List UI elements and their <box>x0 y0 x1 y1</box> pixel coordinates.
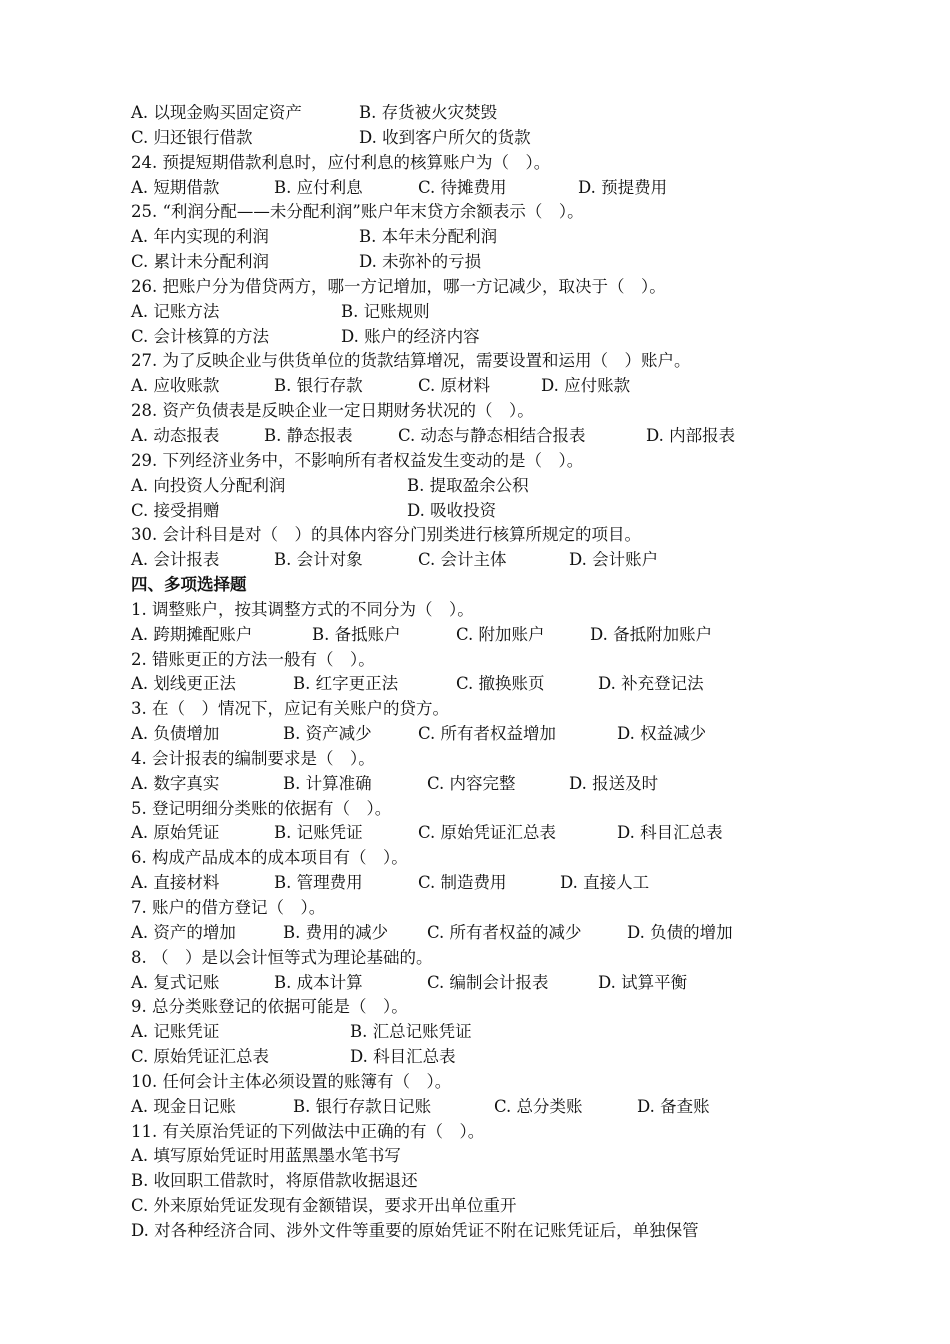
question-text: 3. 在（ ）情况下，应记有关账户的贷方。 <box>131 699 449 719</box>
answer-option: C. 原始凭证汇总表 <box>131 1047 270 1067</box>
answer-option: A. 短期借款 <box>131 177 220 197</box>
option-row <box>131 1045 831 1070</box>
question-text: 10. 任何会计主体必须设置的账簿有（ ）。 <box>131 1071 452 1091</box>
option-row <box>131 1020 831 1045</box>
question-text: 29. 下列经济业务中，不影响所有者权益发生变动的是（ ）。 <box>131 450 584 470</box>
answer-option: D. 负债的增加 <box>627 922 733 942</box>
option-row <box>131 623 831 648</box>
answer-option: C. 动态与静态相结合报表 <box>398 425 586 445</box>
answer-option: D. 预提费用 <box>578 177 668 197</box>
option-row <box>131 225 831 250</box>
answer-option: C. 总分类账 <box>494 1096 583 1116</box>
option-row <box>131 101 831 126</box>
answer-option: D. 权益减少 <box>617 724 707 744</box>
question-text: 9. 总分类账登记的依据可能是（ ）。 <box>131 997 408 1017</box>
question-text: 5. 登记明细分类账的依据有（ ）。 <box>131 798 392 818</box>
answer-option: B. 成本计算 <box>274 972 363 992</box>
question-text: 11. 有关原治凭证的下列做法中正确的有（ ）。 <box>131 1121 485 1141</box>
answer-option: D. 吸收投资 <box>407 500 497 520</box>
question-text: 7. 账户的借方登记（ ）。 <box>131 898 326 917</box>
answer-option: C. 附加账户 <box>456 624 545 644</box>
answer-option: C. 待摊费用 <box>418 177 507 197</box>
answer-option: A. 数字真实 <box>131 773 220 793</box>
question-text: C. 外来原始凭证发现有金额错误，要求开出单位重开 <box>131 1196 517 1216</box>
answer-option: B. 存货被火灾焚毁 <box>359 103 498 122</box>
answer-option: C. 内容完整 <box>427 773 516 793</box>
answer-option: C. 会计核算的方法 <box>131 326 270 346</box>
answer-option: A. 年内实现的利润 <box>131 227 269 247</box>
answer-option: C. 原材料 <box>418 376 491 396</box>
answer-option: B. 应付利息 <box>274 177 363 197</box>
question-text: D. 对各种经济合同、涉外文件等重要的原始凭证不附在记账凭证后，单独保管 <box>131 1220 699 1240</box>
answer-option: A. 现金日记账 <box>131 1096 236 1116</box>
option-row <box>131 672 831 697</box>
answer-option: A. 记账方法 <box>131 301 220 321</box>
answer-option: B. 备抵账户 <box>312 624 401 644</box>
answer-option: B. 银行存款日记账 <box>293 1096 432 1116</box>
question-text: 24. 预提短期借款利息时，应付利息的核算账户为（ ）。 <box>131 152 551 172</box>
option-row <box>131 176 831 201</box>
option-row <box>131 424 831 449</box>
answer-option: C. 累计未分配利润 <box>131 252 270 272</box>
answer-option: A. 划线更正法 <box>131 674 236 694</box>
answer-option: A. 原始凭证 <box>131 823 220 843</box>
answer-option: C. 归还银行借款 <box>131 127 253 147</box>
answer-option: A. 向投资人分配利润 <box>131 475 286 495</box>
answer-option: D. 科目汇总表 <box>350 1047 456 1067</box>
answer-option: A. 应收账款 <box>131 376 220 396</box>
answer-option: C. 接受捐赠 <box>131 500 220 520</box>
option-row <box>131 325 831 350</box>
answer-option: D. 科目汇总表 <box>617 823 723 843</box>
document-page <box>131 101 831 1244</box>
answer-option: A. 直接材料 <box>131 873 220 893</box>
answer-option: D. 收到客户所欠的货款 <box>359 127 531 147</box>
question-text: 25. “利润分配——未分配利润”账户年末贷方余额表示（ ）。 <box>131 202 584 222</box>
question-text: 2. 错账更正的方法一般有（ ）。 <box>131 649 375 669</box>
answer-option: A. 动态报表 <box>131 425 220 445</box>
option-row <box>131 772 831 797</box>
answer-option: B. 提取盈余公积 <box>407 475 529 495</box>
answer-option: D. 备抵附加账户 <box>590 624 713 644</box>
answer-option: A. 记账凭证 <box>131 1022 220 1042</box>
question-text: 26. 把账户分为借贷两方，哪一方记增加，哪一方记减少，取决于（ ）。 <box>131 276 666 296</box>
answer-option: B. 费用的减少 <box>283 922 389 942</box>
question-text: 27. 为了反映企业与供货单位的货款结算增况，需要设置和运用（ ）账户。 <box>131 351 691 371</box>
answer-option: D. 内部报表 <box>646 425 736 445</box>
section-heading: 四、多项选择题 <box>131 575 247 595</box>
question-text: B. 收回职工借款时，将原借款收据退还 <box>131 1171 418 1191</box>
option-row <box>131 971 831 996</box>
answer-option: B. 记账凭证 <box>274 823 363 843</box>
answer-option: C. 所有者权益的减少 <box>427 922 582 942</box>
answer-option: B. 本年未分配利润 <box>359 227 498 247</box>
option-row <box>131 250 831 275</box>
answer-option: D. 备查账 <box>637 1096 710 1116</box>
answer-option: D. 账户的经济内容 <box>341 326 480 346</box>
answer-option: D. 试算平衡 <box>598 972 688 992</box>
answer-option: D. 未弥补的亏损 <box>359 252 482 272</box>
option-row <box>131 499 831 524</box>
answer-option: A. 会计报表 <box>131 550 220 570</box>
answer-option: A. 负债增加 <box>131 724 220 744</box>
option-row <box>131 871 831 896</box>
answer-option: D. 直接人工 <box>560 873 650 893</box>
option-row <box>131 300 831 325</box>
option-row <box>131 374 831 399</box>
option-row <box>131 126 831 151</box>
answer-option: A. 复式记账 <box>131 972 220 992</box>
answer-option: B. 管理费用 <box>274 873 363 893</box>
answer-option: C. 会计主体 <box>418 550 507 570</box>
answer-option: B. 计算准确 <box>283 773 372 793</box>
answer-option: D. 报送及时 <box>569 773 659 793</box>
answer-option: D. 应付账款 <box>541 376 631 396</box>
answer-option: C. 所有者权益增加 <box>418 724 557 744</box>
option-row <box>131 474 831 499</box>
answer-option: D. 会计账户 <box>569 550 659 570</box>
option-row <box>131 722 831 747</box>
question-text: 30. 会计科目是对（ ）的具体内容分门别类进行核算所规定的项目。 <box>131 525 641 545</box>
answer-option: B. 会计对象 <box>274 550 363 570</box>
answer-option: A. 跨期摊配账户 <box>131 624 253 644</box>
answer-option: B. 静态报表 <box>264 425 353 445</box>
option-row <box>131 921 831 946</box>
question-text: 6. 构成产品成本的成本项目有（ ）。 <box>131 848 408 868</box>
option-row <box>131 821 831 846</box>
answer-option: C. 制造费用 <box>418 873 507 893</box>
answer-option: B. 记账规则 <box>341 301 430 321</box>
answer-option: D. 补充登记法 <box>598 674 704 694</box>
question-text: 28. 资产负债表是反映企业一定日期财务状况的（ ）。 <box>131 401 534 421</box>
answer-option: B. 红字更正法 <box>293 674 399 694</box>
answer-option: C. 原始凭证汇总表 <box>418 823 557 843</box>
answer-option: B. 银行存款 <box>274 376 363 396</box>
question-text: 4. 会计报表的编制要求是（ ）。 <box>131 748 375 768</box>
question-text: A. 填写原始凭证时用蓝黑墨水笔书写 <box>131 1146 401 1166</box>
answer-option: A. 以现金购买固定资产 <box>131 103 302 122</box>
answer-option: B. 汇总记账凭证 <box>350 1022 472 1042</box>
answer-option: C. 撤换账页 <box>456 674 545 694</box>
question-text: 1. 调整账户，按其调整方式的不同分为（ ）。 <box>131 599 474 619</box>
answer-option: A. 资产的增加 <box>131 922 236 942</box>
option-row <box>131 548 831 573</box>
option-row <box>131 1095 831 1120</box>
answer-option: B. 资产减少 <box>283 724 372 744</box>
question-text: 8. （ ）是以会计恒等式为理论基础的。 <box>131 947 433 967</box>
answer-option: C. 编制会计报表 <box>427 972 549 992</box>
